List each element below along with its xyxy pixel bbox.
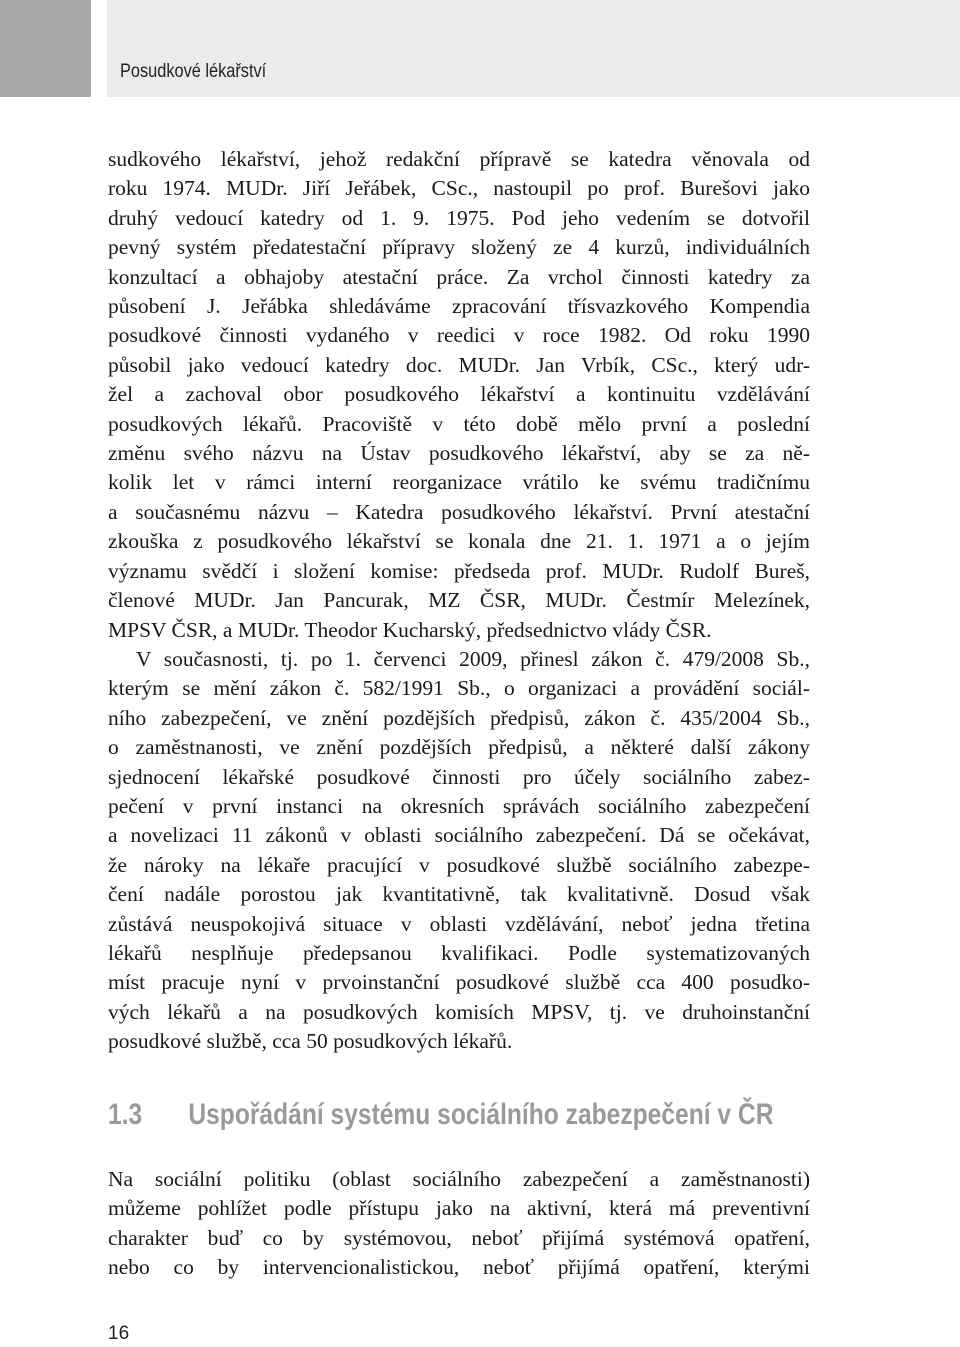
- text-line: žel a zachoval obor posudkového lékařství a kontinuitu vzdělávání: [108, 382, 810, 407]
- text-line: míst pracuje nyní v prvoinstanční posudkové službě cca 400 posudko-: [108, 970, 810, 995]
- text-line: působení J. Jeřábka shledáváme zpracování třísvazkového Kompendia: [108, 294, 810, 319]
- text-line: MPSV ČSR, a MUDr. Theodor Kucharský, předsednictvo vlády ČSR.: [108, 617, 712, 642]
- text-line: sjednocení lékařské posudkové činnosti pro účely sociálního zabez-: [108, 764, 810, 789]
- text-line: můžeme pohlížet podle přístupu jako na aktivní, která má preventivní: [108, 1196, 810, 1221]
- text-line: lékařů nesplňuje předepsanou kvalifikaci. Podle systematizovaných: [108, 940, 810, 965]
- page-number: 16: [108, 1323, 130, 1344]
- section-title: Uspořádání systému sociálního zabezpečení v ČR: [188, 1098, 774, 1131]
- text-line: V současnosti, tj. po 1. červenci 2009, přinesl zákon č. 479/2008 Sb.,: [136, 646, 810, 671]
- text-line: působil jako vedoucí katedry doc. MUDr. Jan Vrbík, CSc., který udr-: [108, 352, 810, 377]
- text-line: a novelizaci 11 zákonů v oblasti sociálního zabezpečení. Dá se očekávat,: [108, 823, 810, 848]
- text-line: posudkové službě, cca 50 posudkových lékařů.: [108, 1029, 513, 1054]
- text-line: kterým se mění zákon č. 582/1991 Sb., o organizaci a provádění sociál-: [108, 676, 810, 701]
- text-line: konzultací a obhajoby atestační práce. Za vrchol činnosti katedry za: [108, 264, 810, 289]
- text-line: čení nadále porostou jak kvantitativně, tak kvalitativně. Dosud však: [108, 882, 810, 907]
- text-line: ního zabezpečení, ve znění pozdějších předpisů, zákon č. 435/2004 Sb.,: [108, 705, 810, 730]
- section-paragraph: [108, 1165, 810, 1283]
- text-line: pečení v první instanci na okresních správách sociálního zabezpečení: [108, 793, 810, 818]
- text-line: nebo co by intervencionalistickou, neboť přijímá opatření, kterými: [108, 1255, 810, 1280]
- text-line: zkouška z posudkového lékařství se konala dne 21. 1. 1971 a o jejím: [108, 529, 810, 554]
- text-line: roku 1974. MUDr. Jiří Jeřábek, CSc., nastoupil po prof. Burešovi jako: [108, 176, 810, 201]
- text-line: posudkové činnosti vydaného v reedici v roce 1982. Od roku 1990: [108, 323, 810, 348]
- text-line: změnu svého názvu na Ústav posudkového lékařství, aby se za ně-: [108, 441, 810, 466]
- text-line: pevný systém předatestační přípravy složený ze 4 kurzů, individuálních: [108, 235, 810, 260]
- text-line: vých lékařů a na posudkových komisích MPSV, tj. ve druhoinstanční: [108, 999, 810, 1024]
- section-heading: [108, 1098, 773, 1132]
- section-number: 1.3: [108, 1098, 143, 1131]
- running-header-title: Posudkové lékařství: [120, 61, 267, 82]
- text-line: druhý vedoucí katedry od 1. 9. 1975. Pod jeho vedením se dotvořil: [108, 205, 810, 230]
- text-line: a současnému názvu – Katedra posudkového lékařství. První atestační: [108, 499, 810, 524]
- text-line: o zaměstnanosti, ve znění pozdějších předpisů, a některé další zákony: [108, 735, 810, 760]
- text-line: zůstává neuspokojivá situace v oblasti vzdělávání, neboť jedna třetina: [108, 911, 810, 936]
- body-paragraph: [108, 145, 810, 1057]
- text-line: kolik let v rámci interní reorganizace vrátilo ke svému tradičnímu: [108, 470, 810, 495]
- text-line: posudkových lékařů. Pracoviště v této době mělo první a poslední: [108, 411, 810, 436]
- text-line: Na sociální politiku (oblast sociálního zabezpečení a zaměstnanosti): [108, 1167, 810, 1191]
- text-line: sudkového lékařství, jehož redakční přípravě se katedra věnovala od: [108, 147, 810, 171]
- text-line: členové MUDr. Jan Pancurak, MZ ČSR, MUDr. Čestmír Melezínek,: [108, 588, 810, 613]
- header-gray-block: [0, 0, 91, 97]
- text-line: významu svědčí i složení komise: předseda prof. MUDr. Rudolf Bureš,: [108, 558, 810, 583]
- text-line: charakter buď co by systémovou, neboť přijímá systémová opatření,: [108, 1225, 810, 1250]
- text-line: že nároky na lékaře pracující v posudkové službě sociálního zabezpe-: [108, 852, 810, 877]
